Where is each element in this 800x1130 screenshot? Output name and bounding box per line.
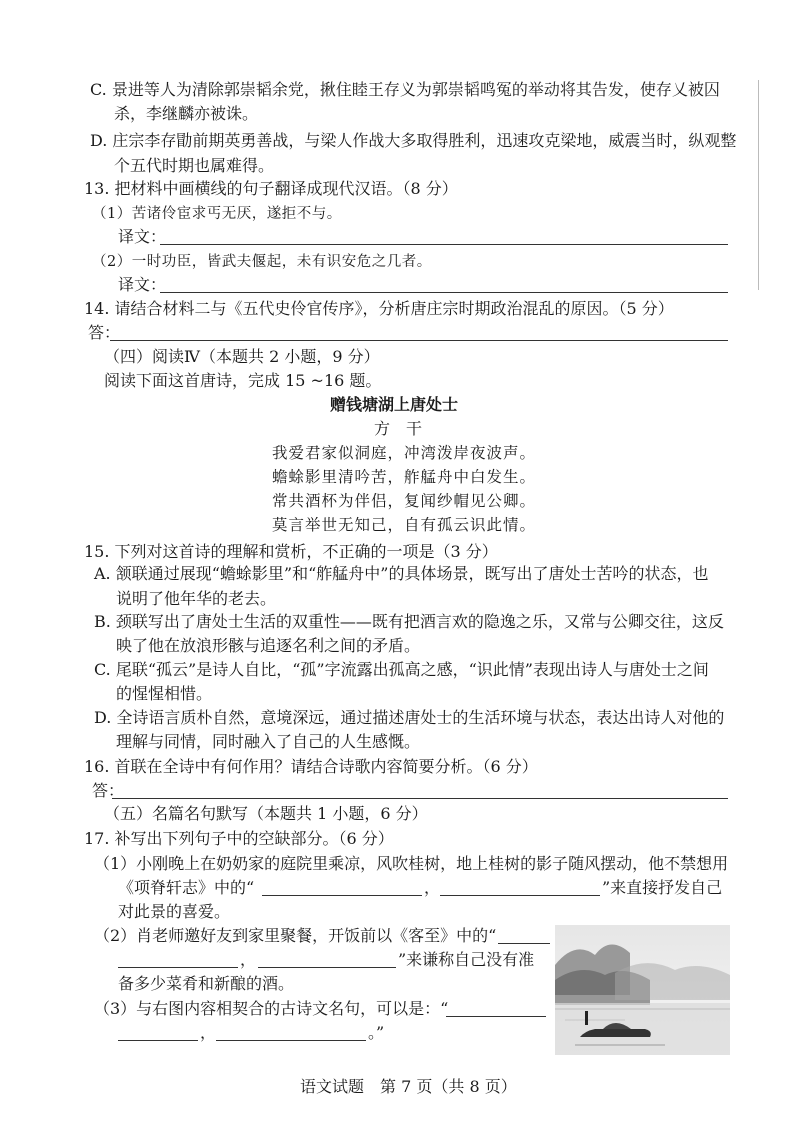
- option-d-line2: 个五代时期也属难得。: [114, 156, 275, 175]
- poem-line-2: 蟾蜍影里清吟苦，舴艋舟中白发生。: [272, 468, 537, 486]
- question-14: 14. 请结合材料二与《五代史伶官传序》，分析唐庄宗时期政治混乱的原因。（5 分）: [84, 299, 674, 318]
- ink-landscape-boat-icon: [555, 925, 730, 1055]
- poem-title: 赠钱塘湖上唐处士: [330, 395, 459, 414]
- q17-part1-suffix: ”来直接抒发自己: [602, 878, 723, 897]
- section-4-heading: （四）阅读Ⅳ（本题共 2 小题，9 分）: [104, 347, 380, 366]
- q17-part1-comma: ，: [424, 878, 441, 897]
- translation-label-1: 译文：: [118, 227, 167, 246]
- answer-label-16: 答：: [92, 781, 125, 800]
- translation-line-1[interactable]: [160, 244, 728, 245]
- q17-blank-1[interactable]: [262, 895, 422, 896]
- q15-option-a-line2: 说明了他年华的老去。: [116, 589, 277, 608]
- q17-part2-comma: ，: [240, 950, 257, 969]
- q17-part2-line3: 备多少菜肴和新酿的酒。: [118, 974, 295, 993]
- q17-blank-3b[interactable]: [118, 967, 238, 968]
- poem-line-1: 我爱君家似洞庭，冲湾泼岸夜波声。: [272, 444, 537, 462]
- question-15: 15. 下列对这首诗的理解和赏析，不正确的一项是（3 分）: [84, 542, 498, 561]
- q17-blank-4[interactable]: [258, 967, 396, 968]
- q17-part3-suffix: 。”: [368, 1023, 385, 1042]
- q17-blank-5b[interactable]: [118, 1040, 198, 1041]
- q17-part3-comma: ，: [200, 1023, 217, 1042]
- translation-label-2: 译文：: [118, 275, 167, 294]
- answer-line-16[interactable]: [112, 798, 728, 799]
- q17-part2-line1: （2）肖老师邀好友到家里聚餐，开饭前以《客至》中的“: [94, 926, 497, 945]
- q15-option-c-line2: 的惺惺相惜。: [116, 684, 213, 703]
- q17-blank-6[interactable]: [216, 1040, 366, 1041]
- q17-part3-line1: （3）与右图内容相契合的古诗文名句，可以是：“: [94, 999, 449, 1018]
- page-footer: 语文试题 第 7 页（共 8 页）: [300, 1077, 517, 1096]
- q17-blank-3a[interactable]: [498, 943, 550, 944]
- q17-blank-5a[interactable]: [446, 1016, 546, 1017]
- q15-option-a-line1: A. 颔联通过展现“蟾蜍影里”和“舴艋舟中”的具体场景，既写出了唐处士苦吟的状态，也: [94, 564, 709, 583]
- section-4-intro: 阅读下面这首唐诗，完成 15 ~16 题。: [104, 371, 382, 390]
- question-17: 17. 补写出下列句子中的空缺部分。（6 分）: [84, 829, 394, 848]
- answer-line-14[interactable]: [110, 340, 728, 341]
- answer-label-14: 答：: [88, 323, 121, 342]
- q17-part1-line1: （1）小刚晚上在奶奶家的庭院里乘凉，风吹桂树，地上桂树的影子随风摆动，他不禁想用: [94, 854, 729, 873]
- margin-line: [758, 80, 759, 290]
- q17-part2-suffix: ”来谦称自己没有准: [398, 950, 535, 969]
- q15-option-d-line1: D. 全诗语言质朴自然，意境深远，通过描述唐处士的生活环境与状态，表达出诗人对他的: [94, 708, 725, 727]
- q17-part1-prefix: 《项脊轩志》中的“: [118, 878, 255, 897]
- question-13: 13. 把材料中画横线的句子翻译成现代汉语。（8 分）: [84, 179, 458, 198]
- q15-option-b-line2: 映了他在放浪形骸与追逐名利之间的矛盾。: [116, 636, 421, 655]
- q17-part1-line3: 对此景的喜爱。: [118, 902, 231, 921]
- q15-option-b-line1: B. 颈联写出了唐处士生活的双重性——既有把酒言欢的隐逸之乐，又常与公卿交往，这反: [94, 612, 724, 631]
- option-c-line2: 杀，李继麟亦被诛。: [114, 104, 259, 123]
- q15-option-c-line1: C. 尾联“孤云”是诗人自比，“孤”字流露出孤高之感，“识此情”表现出诗人与唐处士之间: [94, 660, 709, 679]
- poem-line-4: 莫言举世无知己，自有孤云识此情。: [272, 516, 537, 534]
- q15-option-d-line2: 理解与同情，同时融入了自己的人生感慨。: [116, 732, 421, 751]
- q13-sentence-2: （2）一时功臣，皆武夫偃起，未有识安危之几者。: [92, 254, 432, 270]
- option-d-line1: D. 庄宗李存勖前期英勇善战，与梁人作战大多取得胜利，迅速攻克梁地，威震当时，纵观整: [90, 131, 737, 150]
- poem-author: 方 干: [374, 419, 423, 438]
- translation-line-2[interactable]: [160, 292, 728, 293]
- option-c-line1: C. 景进等人为清除郭崇韬余党，揪住睦王存义为郭崇韬鸣冤的举动将其告发，使存乂被囚: [90, 80, 720, 99]
- section-5-heading: （五）名篇名句默写（本题共 1 小题，6 分）: [104, 804, 428, 823]
- q17-blank-2[interactable]: [440, 895, 600, 896]
- poem-line-3: 常共酒杯为伴侣，复闻纱帽见公卿。: [272, 492, 537, 510]
- question-16: 16. 首联在全诗中有何作用？请结合诗歌内容简要分析。（6 分）: [84, 757, 538, 776]
- q13-sentence-1: （1）苦诸伶宦求丐无厌，遂拒不与。: [92, 206, 342, 222]
